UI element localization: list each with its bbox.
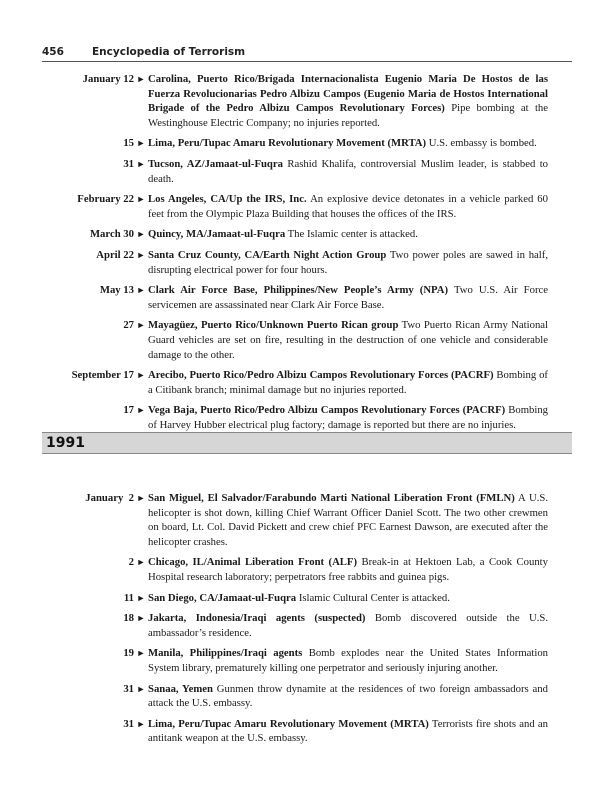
entry-heading: Lima, Peru/Tupac Amaru Revolutionary Movement (MRTA) <box>148 137 427 150</box>
entry-text <box>148 611 548 640</box>
entry-description: Rashid Khalifa, controversial Muslim leader, is stabbed to death. <box>148 157 549 185</box>
entry-heading: Mayagüez, Puerto Rico/Unknown Puerto Rican group <box>148 319 399 332</box>
year-heading-bar <box>42 432 572 454</box>
entry-heading: Jakarta, Indonesia/Iraqi agents (suspected) <box>148 612 366 625</box>
arrow-right-icon: ► <box>136 229 146 240</box>
arrow-right-icon: ► <box>136 320 146 331</box>
chronology-entry <box>0 136 614 151</box>
entry-text <box>148 72 548 130</box>
arrow-right-icon: ► <box>136 683 146 694</box>
entry-description: An explosive device detonates in a vehicle parked 60 feet from the Olympic Plaza Building that houses the offices of the IRS. <box>148 193 548 220</box>
entry-description: Bombing of a Citibank branch; minimal damage but no injuries reported. <box>148 369 548 396</box>
entry-text <box>148 248 548 277</box>
entry-date: January 12 <box>82 73 134 85</box>
arrow-right-icon: ► <box>136 493 146 503</box>
chronology-entry <box>0 318 614 362</box>
entry-text <box>148 192 548 221</box>
entry-date: 17 <box>123 404 134 417</box>
entry-text <box>148 318 548 362</box>
entry-description: Bombing of Harvey Hubber electrical plug factory; damage is reported but there are no injuries. <box>148 404 549 431</box>
entry-heading: Arecibo, Puerto Rico/Pedro Albizu Campos Revolutionary Forces (PACRF) <box>148 369 494 382</box>
entry-date: January 2 <box>85 492 134 504</box>
entry-heading: Lima, Peru/Tupac Amaru Revolutionary Movement (MRTA) <box>148 717 429 730</box>
entries-1990 <box>0 72 614 459</box>
arrow-right-icon: ► <box>136 370 146 381</box>
entry-description: Bomb discovered outside the U.S. ambassador’s residence. <box>148 612 549 639</box>
chronology-entry <box>0 682 614 711</box>
arrow-right-icon: ► <box>136 718 146 729</box>
entry-text <box>148 591 548 606</box>
arrow-right-icon: ► <box>136 592 146 603</box>
entry-text <box>148 717 548 746</box>
arrow-right-icon: ► <box>136 405 146 416</box>
chronology-entry <box>0 72 614 130</box>
entry-date: 19 <box>123 647 134 660</box>
entry-description: Pipe bombing at the Westinghouse Electric Company; no injuries reported. <box>148 102 548 129</box>
entries-1991 <box>0 491 614 752</box>
entry-date: 27 <box>123 319 134 332</box>
entry-description: U.S. embassy is bombed. <box>428 137 537 150</box>
entry-description: Islamic Cultural Center is attacked. <box>298 591 450 604</box>
chronology-entry <box>0 717 614 746</box>
chronology-entry <box>0 227 614 242</box>
arrow-right-icon: ► <box>136 194 146 205</box>
entry-text <box>148 227 548 242</box>
entry-text <box>148 682 548 711</box>
arrow-right-icon: ► <box>136 648 146 659</box>
entry-description: Two power poles are sawed in half, disrupting electrical power for four hours. <box>148 248 548 276</box>
entry-heading: Tucson, AZ/Jamaat-ul-Fuqra <box>148 157 283 170</box>
arrow-right-icon: ► <box>136 613 146 624</box>
entry-heading: San Diego, CA/Jamaat-ul-Fuqra <box>148 591 297 604</box>
entry-description: Bomb explodes near the United States Information System library, prematurely killing one perpetrator and seriously injuring another. <box>148 647 549 674</box>
entry-heading: Sanaa, Yemen <box>148 682 213 695</box>
entry-heading: Vega Baja, Puerto Rico/Pedro Albizu Campos Revolutionary Forces (PACRF) <box>148 404 506 417</box>
entry-date: May 13 <box>99 284 134 297</box>
arrow-right-icon: ► <box>136 249 146 260</box>
entry-heading: Clark Air Force Base, Philippines/New People’s Army (NPA) <box>148 284 449 297</box>
entry-date: 31 <box>123 717 134 730</box>
entry-date: February 22 <box>77 193 134 206</box>
entry-heading: Los Angeles, CA/Up the IRS, Inc. <box>148 193 307 206</box>
chronology-entry <box>0 157 614 186</box>
entry-description: Two Puerto Rican Army National Guard vehicles are set on fire, resulting in the destruction of one vehicle and considerable damage to the other. <box>148 319 548 361</box>
entry-description: Break-in at Hektoen Lab, a Cook County Hospital research laboratory; perpetrators free rabbits and guinea pigs. <box>148 556 549 583</box>
entry-date: 31 <box>123 157 134 170</box>
entry-date: March 30 <box>89 228 134 241</box>
entry-description: A U.S. helicopter is shot down, killing Chief Warrant Officer Daniel Scott. The two other crewmen on board, Lt. Col. David Pickett and crew chief PFC Earnest Dawson, are executed after the helicopter crashes. <box>148 492 549 548</box>
entry-text <box>148 403 548 432</box>
running-head <box>42 46 572 60</box>
entry-description: The Islamic center is attacked. <box>287 228 418 241</box>
entry-text <box>148 283 548 312</box>
entry-text <box>148 491 548 549</box>
chronology-entry <box>0 555 614 584</box>
page-number: 456 <box>42 46 64 58</box>
entry-heading: Manila, Philippines/Iraqi agents <box>148 647 303 660</box>
entry-description: Two U.S. Air Force servicemen are assassinated near Clark Air Force Base. <box>148 284 549 311</box>
chronology-entry <box>0 283 614 312</box>
entry-heading: Santa Cruz County, CA/Earth Night Action Group <box>148 248 387 261</box>
entry-date: April 22 <box>96 248 134 261</box>
entry-text <box>148 555 548 584</box>
chronology-entry <box>0 646 614 675</box>
chronology-entry <box>0 192 614 221</box>
book-title: Encyclopedia of Terrorism <box>92 46 246 58</box>
entry-text <box>148 368 548 397</box>
year-heading: 1991 <box>46 435 85 451</box>
entry-date: 18 <box>123 612 134 625</box>
arrow-right-icon: ► <box>136 138 146 149</box>
header-rule <box>42 61 572 62</box>
entry-heading: Chicago, IL/Animal Liberation Front (ALF) <box>148 556 358 569</box>
chronology-entry <box>0 491 614 549</box>
arrow-right-icon: ► <box>136 557 146 568</box>
entry-heading: Carolina, Puerto Rico/Brigada Internacionalista Eugenio Maria De Hostos de las Fuerza Revolucionarias Pedro Albizu Campos (Eugenio Maria de Hostos International Brigade of the Pedro Albizu Campos Revolutionary Forces) <box>148 73 548 115</box>
entry-heading: Quincy, MA/Jamaat-ul-Fuqra <box>148 228 286 241</box>
entry-text <box>148 136 548 151</box>
entry-date: September 17 <box>71 369 134 382</box>
entry-heading: San Miguel, El Salvador/Farabundo Marti National Liberation Front (FMLN) <box>148 492 515 504</box>
chronology-entry <box>0 591 614 606</box>
chronology-entry <box>0 611 614 640</box>
entry-date: 31 <box>123 682 134 695</box>
arrow-right-icon: ► <box>136 285 146 296</box>
entry-date: 2 <box>128 556 134 569</box>
chronology-entry <box>0 248 614 277</box>
chronology-entry <box>0 368 614 397</box>
entry-description: Gunmen throw dynamite at the residences of two foreign ambassadors and attack the U.S. embassy. <box>148 682 548 710</box>
entry-date: 11 <box>123 591 134 604</box>
entry-text <box>148 157 548 186</box>
arrow-right-icon: ► <box>136 74 146 84</box>
entry-date: 15 <box>123 137 134 150</box>
chronology-entry <box>0 403 614 432</box>
arrow-right-icon: ► <box>136 158 146 169</box>
entry-text <box>148 646 548 675</box>
entry-description: Terrorists fire shots and an antitank weapon at the U.S. embassy. <box>148 717 548 745</box>
